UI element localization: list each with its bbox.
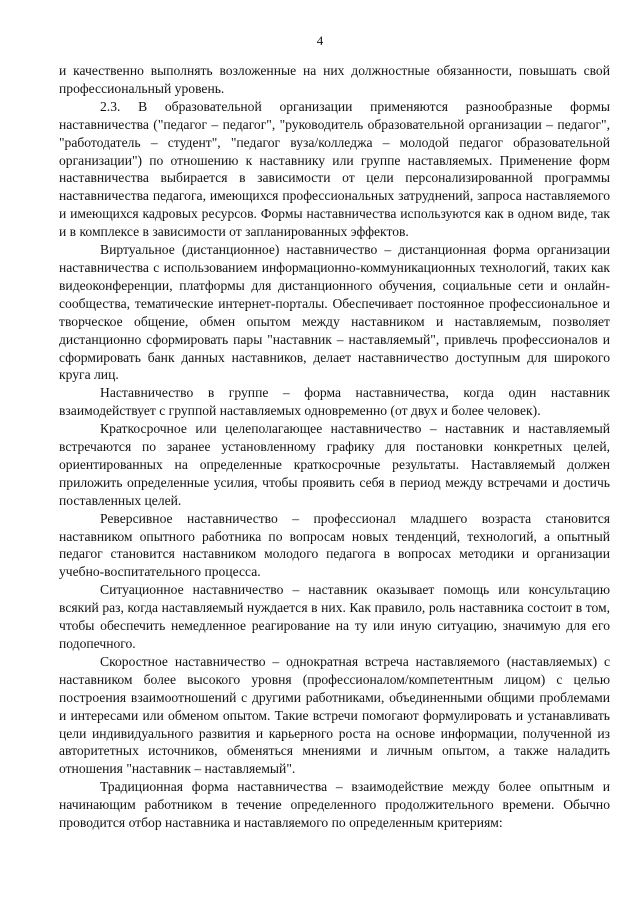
paragraph-short-term-mentoring: Краткосрочное или целеполагающее наставничество – наставник и наставляемый встречаются по заранее установленному графику для постановки конкретных целей, ориентированных на определенные краткосрочные результаты. Наставляемый должен приложить определенные усилия, чтобы проявить себя в период между встречами и достичь поставленных целей. xyxy=(59,421,610,508)
paragraph-reverse-mentoring: Реверсивное наставничество – профессионал младшего возраста становится наставником опытного работника по вопросам новых тенденций, технологий, а опытный педагог становится наставником молодого педагога в вопросах методики и организации учебно-воспитательного процесса. xyxy=(59,510,610,580)
paragraph-situational-mentoring: Ситуационное наставничество – наставник оказывает помощь или консультацию всякий раз, когда наставляемый нуждается в них. Как правило, роль наставника состоит в том, чтобы обеспечить немедленное реагирование на ту или иную ситуацию, значимую для его подопечного. xyxy=(59,582,610,651)
page-number: 4 xyxy=(316,33,324,48)
paragraph-speed-mentoring: Скоростное наставничество – однократная встреча наставляемого (наставляемых) с наставником более высокого уровня (профессионалом/компетентным лицом) с целью построения взаимоотношений с другими работниками, объединенными общими проблемами и интересами или обменом опытом. Такие встречи помогают формулировать и устанавливать цели индивидуального развития и карьерного роста на основе информации, полученной из авторитетных источников, обменяться мнениями и личным опытом, а также наладить отношения "наставник – наставляемый". xyxy=(59,653,610,777)
paragraph-continuation: и качественно выполнять возложенные на них должностные обязанности, повышать свой профессиональный уровень. xyxy=(59,63,610,96)
paragraph-traditional-mentoring: Традиционная форма наставничества – взаимодействие между более опытным и начинающим работником в течение определенного продолжительного времени. Обычно проводится отбор наставника и наставляемого по определенным критериям: xyxy=(59,779,610,831)
paragraph-mentoring-forms: 2.3. В образовательной организации применяются разнообразные формы наставничества ("педагог – педагог", "руководитель образовательной организации – педагог", "работодатель – студент", "педагог вуза/колледжа – молодой педагог образовательной организации") по отношению к наставнику или группе наставляемых. Применение форм наставничества выбирается в зависимости от цели персонализированной программы наставничества педагога, имеющихся профессиональных затруднений, запроса наставляемого и имеющихся кадровых ресурсов. Формы наставничества используются как в одном виде, так и в комплексе в зависимости от запланированных эффектов. xyxy=(59,98,610,240)
paragraph-group-mentoring: Наставничество в группе – форма наставничества, когда один наставник взаимодействует с группой наставляемых одновременно (от двух и более человек). xyxy=(59,385,610,419)
paragraph-virtual-mentoring: Виртуальное (дистанционное) наставничество – дистанционная форма организации наставничества с использованием информационно-коммуникационных технологий, таких как видеоконференции, платформы для дистанционного обучения, социальные сети и онлайн-сообщества, тематические интернет-порталы. Обеспечивает постоянное профессиональное и творческое общение, обмен опытом между наставником и наставляемым, позволяет дистанционно сформировать пары "наставник – наставляемый", привлечь профессионалов и сформировать банк данных наставников, делает наставничество доступным для широкого круга лиц. xyxy=(59,242,610,383)
body-text xyxy=(59,62,610,832)
